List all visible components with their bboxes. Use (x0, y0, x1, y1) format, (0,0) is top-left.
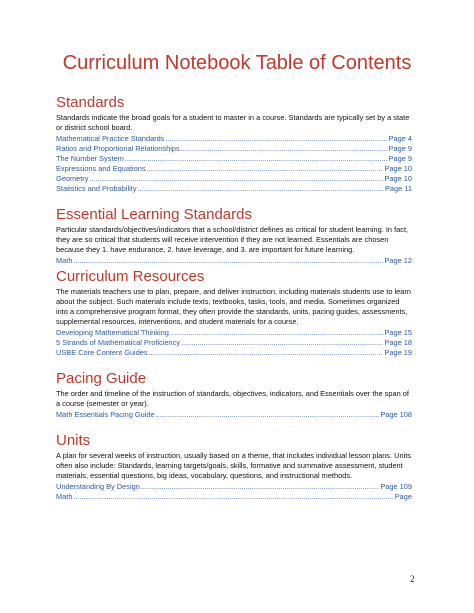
section-heading: Standards (56, 94, 125, 111)
toc-entry[interactable] (56, 164, 412, 174)
dot-leader (165, 134, 387, 144)
toc-entry-page: Page 109 (380, 482, 412, 491)
dot-leader (181, 338, 383, 348)
page-number: 2 (410, 574, 415, 584)
toc-entry-page: Page 108 (380, 410, 412, 419)
toc-entry[interactable] (56, 184, 412, 194)
toc-entry-name: Expressions and Equations (56, 164, 146, 173)
section-heading: Units (56, 432, 91, 449)
toc-entry-page: Page 15 (384, 328, 412, 337)
dot-leader (73, 492, 393, 502)
dot-leader (147, 164, 384, 174)
section-essential-learning-standards (56, 206, 412, 266)
toc-content (56, 94, 412, 502)
toc-list (56, 134, 412, 194)
toc-entry[interactable] (56, 174, 412, 184)
toc-entry[interactable] (56, 154, 412, 164)
dot-leader (141, 482, 380, 492)
section-description: The order and timeline of the instruction of standards, objectives, indicators, and Essentials over the span of a course (semester or year). (56, 389, 409, 408)
toc-list (56, 256, 412, 266)
toc-entry-page: Page 10 (384, 174, 412, 183)
section-description: Particular standards/objectives/indicators that a school/district defines as critical for student learning. In fact, they are so critical that students will receive intervention if they are not learned. Essentials are chosen because they 1. have endurance, 2. have leverage, and 3. are important for future learning. (56, 225, 409, 254)
dot-leader (181, 144, 388, 154)
toc-entry-page: Page 18 (384, 338, 412, 347)
toc-entry[interactable] (56, 144, 412, 154)
toc-list (56, 328, 412, 358)
toc-entry-page: Page 12 (384, 256, 412, 265)
toc-entry-page: Page 4 (388, 134, 412, 143)
toc-entry[interactable] (56, 134, 412, 144)
section-curriculum-resources (56, 268, 412, 358)
toc-entry-page: Page (394, 492, 412, 501)
dot-leader (125, 154, 388, 164)
toc-entry-page: Page 10 (384, 164, 412, 173)
toc-list (56, 482, 412, 502)
toc-entry-name: Mathematical Practice Standards (56, 134, 165, 143)
section-standards (56, 94, 412, 194)
dot-leader (89, 174, 383, 184)
dot-leader (170, 328, 384, 338)
section-units (56, 432, 412, 502)
toc-entry-name: Math (56, 256, 73, 265)
toc-entry-page: Page 11 (385, 184, 412, 193)
toc-entry-name: Ratios and Proportional Relationships (56, 144, 180, 153)
toc-entry[interactable] (56, 338, 412, 348)
toc-entry-name: USBE Core Content Guides (56, 348, 148, 357)
section-heading: Essential Learning Standards (56, 206, 252, 223)
toc-entry-name: 5 Strands of Mathematical Proficiency (56, 338, 181, 347)
toc-entry-name: Geometry (56, 174, 89, 183)
toc-entry-name: Understanding By Design (56, 482, 140, 491)
toc-entry-name: The Number System (56, 154, 124, 163)
toc-entry-page: Page 9 (388, 154, 412, 163)
toc-entry[interactable] (56, 410, 412, 420)
toc-entry-page: Page 19 (384, 348, 412, 357)
dot-leader (73, 256, 383, 266)
section-description: A plan for several weeks of instruction, usually based on a theme, that includes individual lesson plans. Units often also include: Standards, learning targets/goals, skills, formative and summative assessment, student materials, essential questions, big ideas, vocabulary, questions, and instructional methods. (56, 451, 411, 480)
dot-leader (156, 410, 380, 420)
section-description: The materials teachers use to plan, prepare, and deliver instruction, including materials students use to learn about the subject. Such materials include texts, textbooks, tasks, tools, and media. Sometimes organized into a comprehensive program format, they often provide the standards, units, pacing guides, assessments, supplemental resources, interventions, and student materials for a course. (56, 287, 411, 326)
toc-entry-name: Developing Mathematical Thinking (56, 328, 169, 337)
toc-list (56, 410, 412, 420)
toc-entry[interactable] (56, 482, 412, 492)
toc-entry[interactable] (56, 348, 412, 358)
toc-entry[interactable] (56, 492, 412, 502)
toc-entry[interactable] (56, 256, 412, 266)
section-heading: Pacing Guide (56, 370, 147, 387)
toc-entry-page: Page 9 (388, 144, 412, 153)
toc-entry-name: Statistics and Probability (56, 184, 137, 193)
toc-entry-name: Math (56, 492, 73, 501)
toc-entry[interactable] (56, 328, 412, 338)
section-heading: Curriculum Resources (56, 268, 205, 285)
section-description: Standards indicate the broad goals for a student to master in a course. Standards are typically set by a state or district school board. (56, 113, 410, 132)
dot-leader (149, 348, 384, 358)
dot-leader (138, 184, 384, 194)
section-pacing-guide (56, 370, 412, 420)
toc-entry-name: Math Essentials Pacing Guide (56, 410, 155, 419)
page-title: Curriculum Notebook Table of Contents (62, 52, 412, 74)
